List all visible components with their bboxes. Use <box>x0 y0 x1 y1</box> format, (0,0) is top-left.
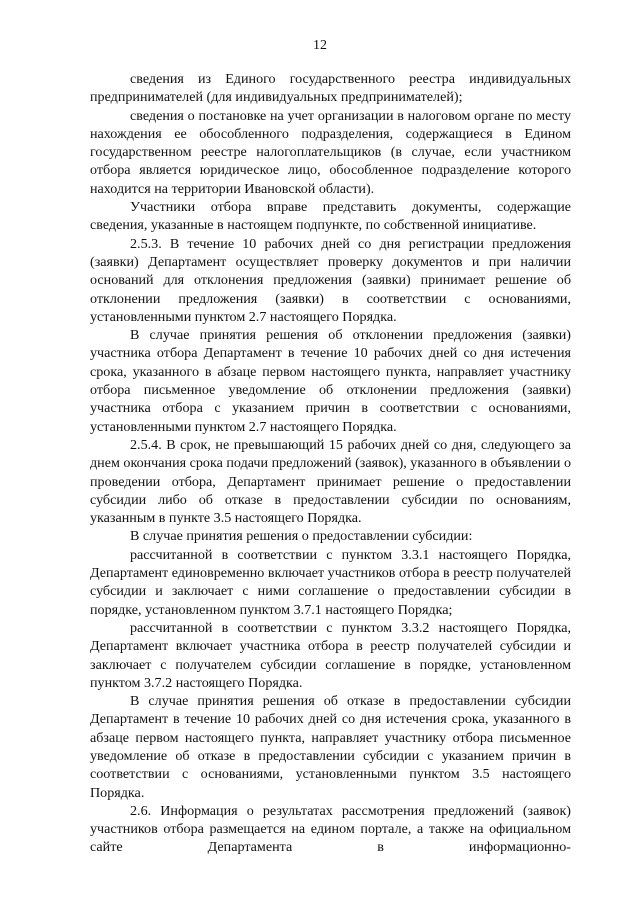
paragraph: В случае принятия решения об отклонении предложения (заявки) участника отбора Департамент в течение 10 рабочих дней со дня истечения срока, указанного в абзаце первом настоящего пункта, направляет участнику отбора письменное уведомление об отклонении предложения (заявки) участника отбора с указанием причин в соответствии с основаниями, установленными пунктом 2.7 настоящего Порядка. <box>90 327 571 435</box>
paragraph: 2.5.3. В течение 10 рабочих дней со дня регистрации предложения (заявки) Департамент осуществляет проверку документов и при наличии оснований для отклонения предложения (заявки) принимает решение об отклонении предложения (заявки) в соответствии с основаниями, установленными пунктом 2.7 настоящего Порядка. <box>90 235 571 325</box>
paragraph: В случае принятия решения о предоставлении субсидии: <box>130 528 473 545</box>
page-number: 12 <box>313 38 327 53</box>
paragraph: рассчитанной в соответствии с пунктом 3.3.1 настоящего Порядка, Департамент единовременно включает участников отбора в реестр получателей субсидии и заключает с ними соглашение о предоставлении субсидии в порядке, установленном пунктом 3.7.1 настоящего Порядка; <box>90 546 571 618</box>
paragraph: Участники отбора вправе представить документы, содержащие сведения, указанные в настоящем подпункте, по собственной инициативе. <box>90 199 571 234</box>
document-body <box>90 70 571 857</box>
paragraph: сведения о постановке на учет организации в налоговом органе по месту нахождения ее обособленного подразделения, содержащиеся в Едином государственном реестре налогоплательщиков (в случае, если участником отбора является юридическое лицо, обособленное подразделение которого находится на территории Ивановской области). <box>90 107 571 197</box>
paragraph: В случае принятия решения об отказе в предоставлении субсидии Департамент в течение 10 рабочих дней со дня истечения срока, указанного в абзаце первом настоящего пункта, направляет участнику отбора письменное уведомление об отказе в предоставлении субсидии с указанием причин в соответствии с основаниями, установленными пунктом 3.5 настоящего Порядка. <box>90 693 571 801</box>
paragraph: сведения из Единого государственного реестра индивидуальных предпринимателей (для индивидуальных предпринимателей); <box>90 71 571 106</box>
paragraph: 2.6. Информация о результатах рассмотрения предложений (заявок) участников отбора размещается на едином портале, а также на официальном сайте Департамента в информационно- <box>90 802 571 856</box>
paragraph: 2.5.4. В срок, не превышающий 15 рабочих дней со дня, следующего за днем окончания срока подачи предложений (заявок), указанного в объявлении о проведении отбора, Департамент принимает решение о предоставлении субсидии либо об отказе в предоставлении субсидии по основаниям, указанным в пункте 3.5 настоящего Порядка. <box>90 436 571 527</box>
paragraph: рассчитанной в соответствии с пунктом 3.3.2 настоящего Порядка, Департамент включает участника отбора в реестр получателей субсидии и заключает с получателем субсидии соглашение в порядке, установленном пунктом 3.7.2 настоящего Порядка. <box>90 619 571 691</box>
